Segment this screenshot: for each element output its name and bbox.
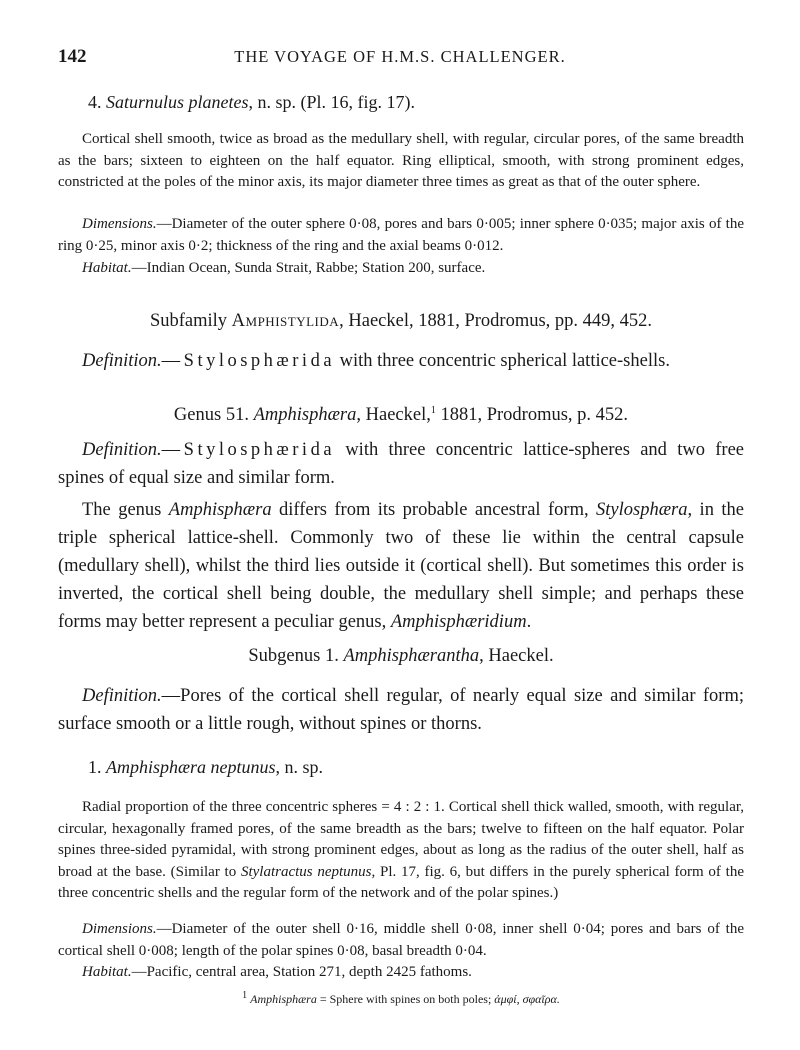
species-4-dimensions: Dimensions.—Diameter of the outer sphere 0·08, pores and bars 0·005; inner sphere 0·035; major axis of the ring 0·25, minor axis 0·2; thickness of the ring and the axial beams 0·012. bbox=[58, 216, 744, 254]
species-1-heading: 1. Amphisphæra neptunus, n. sp. bbox=[88, 757, 324, 777]
running-title: THE VOYAGE OF H.M.S. CHALLENGER. bbox=[234, 47, 566, 66]
genus-heading: Genus 51. Amphisphæra, Haeckel,$^1$ 1881, Prodromus, p. 452. bbox=[173, 405, 629, 426]
footnote: $^1$ Amphisphæra = Sphere with spines on both poles; ἀμφί, σφαῖρα. bbox=[242, 990, 560, 1006]
species-4-description: Cortical shell smooth, twice as broad as the medullary shell, with regular, circular pores, of the same breadth as the bars; sixteen to eighteen on the half equator. Ring elliptical, smooth, with strong prominent edges, constricted at the poles of the minor axis, its major diameter three times as great as that of the outer sphere. bbox=[58, 131, 744, 190]
species-name: Amphisphæra neptunus bbox=[106, 757, 276, 777]
genus-definition: Definition.—Stylosphærida with three concentric lattice-spheres and two free spines of equal size and similar form. bbox=[58, 440, 744, 488]
subfamily-heading: Subfamily Amphistylida, Haeckel, 1881, Prodromus, pp. 449, 452. bbox=[149, 311, 653, 331]
subgenus-definition: Definition.—Pores of the cortical shell regular, of nearly equal size and similar form; surface smooth or a little rough, without spines or thorns. bbox=[58, 686, 744, 734]
species-1-description: Radial proportion of the three concentric spheres = 4 : 2 : 1. Cortical shell thick walled, smooth, with regular, circular, hexagonally framed pores, of the same breadth as the bars; twelve to fifteen on the half equator. Polar spines three-sided pyramidal, with strong prominent edges, about as long as the radius of the outer shell, half as broad at the base. (Similar to Stylatractus neptunus, Pl. 17, fig. 6, but differs in the purely spherical form of the three concentric shells and the regular form of the network and of the polar spines.) bbox=[58, 799, 744, 901]
genus-paragraph: The genus Amphisphæra differs from its probable ancestral form, Stylosphæra, in the triple spherical lattice-shell. Commonly two of these lie within the central capsule (medullary shell), whilst the third lies outside it (cortical shell). But sometimes this order is inverted, the cortical shell being double, the medullary shell simple; and perhaps these forms may better represent a peculiar genus, Amphisphæridium. bbox=[58, 500, 744, 632]
species-4-habitat: Habitat.—Indian Ocean, Sunda Strait, Rabbe; Station 200, surface. bbox=[82, 260, 486, 276]
species-1-dimensions: Dimensions.—Diameter of the outer shell 0·16, middle shell 0·08, inner shell 0·04; pores and bars of the cortical shell 0·008; length of the polar spines 0·08, basal breadth 0·04. bbox=[58, 921, 744, 959]
species-4-heading: 4. Saturnulus planetes, n. sp. (Pl. 16, fig. 17). bbox=[88, 92, 415, 112]
page-number: 142 bbox=[58, 46, 87, 67]
species-1-habitat: Habitat.—Pacific, central area, Station 271, depth 2425 fathoms. bbox=[82, 964, 472, 980]
subgenus-heading: Subgenus 1. Amphisphærantha, Haeckel. bbox=[248, 646, 554, 666]
subfamily-definition: Definition.—Stylosphærida with three concentric spherical lattice-shells. bbox=[82, 351, 670, 371]
species-name: Saturnulus planetes bbox=[106, 92, 249, 112]
footnote-mark: 1 bbox=[430, 405, 436, 416]
